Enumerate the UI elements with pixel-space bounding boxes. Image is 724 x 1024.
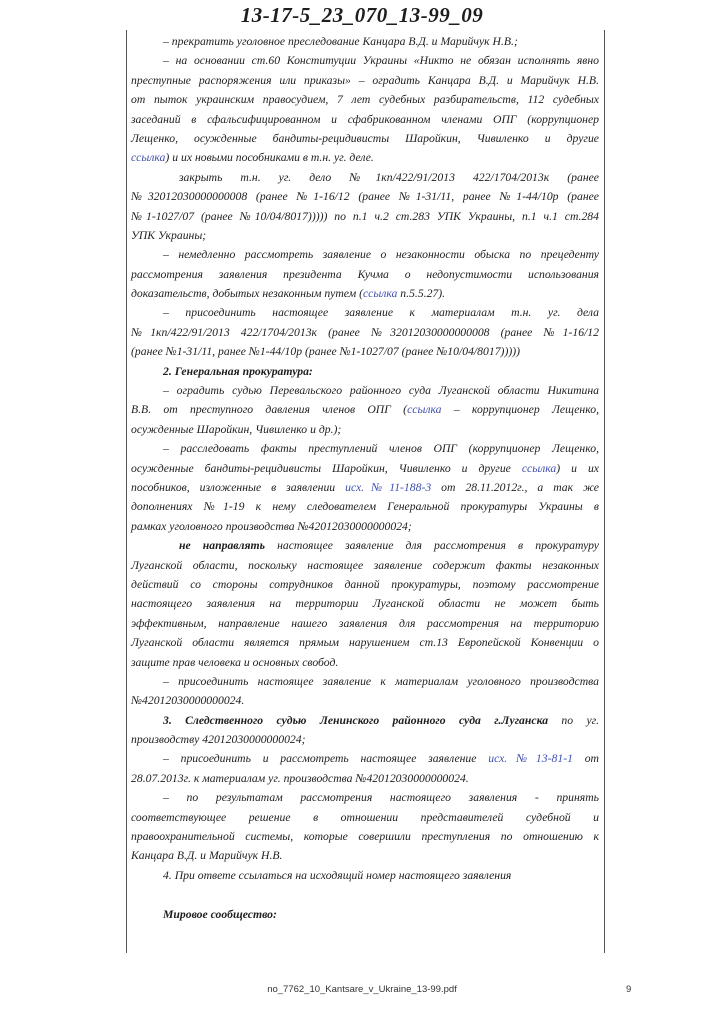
text-fragment: – присоединить и рассмотреть настоящее заявление: [163, 752, 489, 766]
text-line: осужденные Шаройкин, Чивиленко и др.);: [131, 422, 342, 436]
text-line: рассмотрения заявления президента Кучма о недопустимости использования: [131, 267, 599, 281]
text-line: – немедленно рассмотреть заявление о незаконности обыска по прецеденту: [163, 248, 599, 262]
text-fragment: от 28.11.2012г., а так же: [431, 480, 599, 494]
page-number: 9: [626, 984, 632, 995]
text-line: Луганской области является прямым нарушением ст.13 Европейской Конвенции о: [131, 636, 599, 650]
text-fragment: ) и их: [556, 461, 599, 475]
text-line: – оградить судью Перевальского районного суда Луганской области Никитина: [163, 384, 599, 398]
text-line: №42012030000000024.: [131, 694, 245, 708]
text-line: соответствующее решение в отношении представителей судебной и: [131, 810, 599, 824]
text-line: действий со стороны сотрудников данной прокуратуры, поэтому рассмотрение: [131, 577, 599, 591]
text-fragment: настоящее заявление для рассмотрения в прокуратуру: [264, 539, 599, 553]
text-line: закрыть т.н. уг. дело №1кп/422/91/2013 422/1704/2013к (ранее: [179, 170, 599, 184]
text-line: [131, 148, 599, 167]
text-line: УПК Украины;: [131, 228, 207, 242]
reference-link[interactable]: ссылка: [521, 461, 557, 475]
text-line: – по результатам рассмотрения настоящего заявления - принять: [163, 791, 599, 805]
reference-link[interactable]: исх.№13-81-1: [488, 752, 573, 766]
text-line: защите прав человека и основных свобод.: [131, 655, 339, 669]
document-body: [131, 32, 599, 924]
text-line: рамках уголовного производства №42012030000000024;: [131, 519, 412, 533]
text-line: дополнениях №1-19 к нему следователем Генеральной прокуратуры Украины в: [131, 500, 599, 514]
text-fragment: ) и их новыми пособниками в т.н. уг. деле.: [165, 151, 374, 165]
text-fragment: по уг.: [548, 713, 599, 727]
text-line: (ранее №1-31/11, ранее №1-44/10р (ранее №1-1027/07 (ранее №10/04/8017))))): [131, 345, 521, 359]
text-fragment: осужденные бандиты-рецидивисты Шаройкин, Чивиленко и другие: [131, 461, 522, 475]
text-fragment: от: [572, 752, 599, 766]
text-line: №1кп/422/91/2013 422/1704/2013к (ранее №32012030000000008 (ранее №1-16/12: [131, 325, 599, 339]
emphasis-text: не направлять: [179, 539, 265, 553]
text-line: – прекратить уголовное преследование Канцара В.Д. и Марийчук Н.В.;: [163, 35, 518, 48]
text-line: [131, 711, 599, 730]
text-line: [131, 400, 599, 419]
text-line: Луганской области, поскольку настоящее заявление содержит факты незаконных: [131, 558, 599, 572]
text-line: от пыток украинским правосудием, 7 лет судебных разбирательств, 112 судебных: [131, 93, 599, 107]
text-line: №1-1027/07 (ранее №10/04/8017))))) по п.1 ч.2 ст.283 УПК Украины, п.1 ч.1 ст.284: [131, 209, 599, 223]
spacer: [131, 885, 599, 904]
text-line: [131, 749, 599, 768]
reference-link[interactable]: ссылка: [362, 287, 398, 301]
reference-link[interactable]: исх.№11-188-3: [345, 480, 432, 494]
text-fragment: – коррупционер Лещенко,: [441, 403, 599, 417]
right-margin-rule: [604, 30, 605, 953]
left-margin-rule: [126, 30, 127, 953]
text-line: [131, 459, 599, 478]
text-line: – расследовать факты преступлений членов ОПГ (коррупционер Лещенко,: [163, 442, 599, 456]
text-line: [131, 536, 599, 555]
text-line: – присоединить настоящее заявление к материалам уголовного производства: [163, 674, 599, 688]
section-heading: 2. Генеральная прокуратура:: [163, 364, 313, 378]
text-line: преступные распоряжения или приказы» – оградить Канцара В.Д. и Марийчук Н.В.: [131, 73, 599, 87]
text-line: [131, 284, 599, 303]
text-line: правоохранительной системы, которые совершили преступления по отношению к: [131, 830, 599, 844]
text-fragment: пособников, изложенные в заявлении: [131, 480, 346, 494]
section-heading: Мировое сообщество:: [163, 907, 277, 921]
text-fragment: п.5.5.27).: [397, 287, 446, 301]
text-line: – на основании ст.60 Конституции Украины «Никто не обязан исполнять явно: [163, 54, 599, 68]
footer-filename: no_7762_10_Kantsare_v_Ukraine_13-99.pdf: [267, 984, 457, 995]
text-line: №32012030000000008 (ранее №1-16/12 (ранее №1-31/11, ранее №1-44/10р (ранее: [131, 190, 599, 204]
text-line: Лещенко, осужденные бандиты-рецидивисты Шаройкин, Чивиленко и другие: [131, 131, 599, 145]
text-line: производству 42012030000000024;: [131, 733, 306, 747]
section-heading: 3. Следственного судью Ленинского районного суда г.Луганска: [163, 713, 549, 727]
reference-link[interactable]: ссылка: [407, 403, 442, 417]
text-line: – присоединить настоящее заявление к материалам т.н. уг. дела: [163, 306, 599, 320]
text-line: настоящего заявления на территории Луганской области не может быть: [131, 597, 599, 611]
text-line: заседаний в сфальсифицированном и сфабрикованном членами ОПГ (коррупционер: [131, 112, 599, 126]
text-line: 4. При ответе ссылаться на исходящий номер настоящего заявления: [163, 868, 512, 882]
document-title: 13-17-5_23_070_13-99_09: [240, 3, 484, 27]
text-line: [131, 478, 599, 497]
text-fragment: доказательств, добытых незаконным путем (: [131, 287, 363, 301]
reference-link[interactable]: ссылка: [131, 151, 166, 165]
text-line: 28.07.2013г. к материалам уг. производства №42012030000000024.: [131, 771, 469, 785]
text-fragment: В.В. от преступного давления членов ОПГ (: [131, 403, 408, 417]
text-line: эффективным, направление нашего заявления для рассмотрения на территорию: [131, 616, 599, 630]
text-line: Канцара В.Д. и Марийчук Н.В.: [131, 849, 283, 863]
